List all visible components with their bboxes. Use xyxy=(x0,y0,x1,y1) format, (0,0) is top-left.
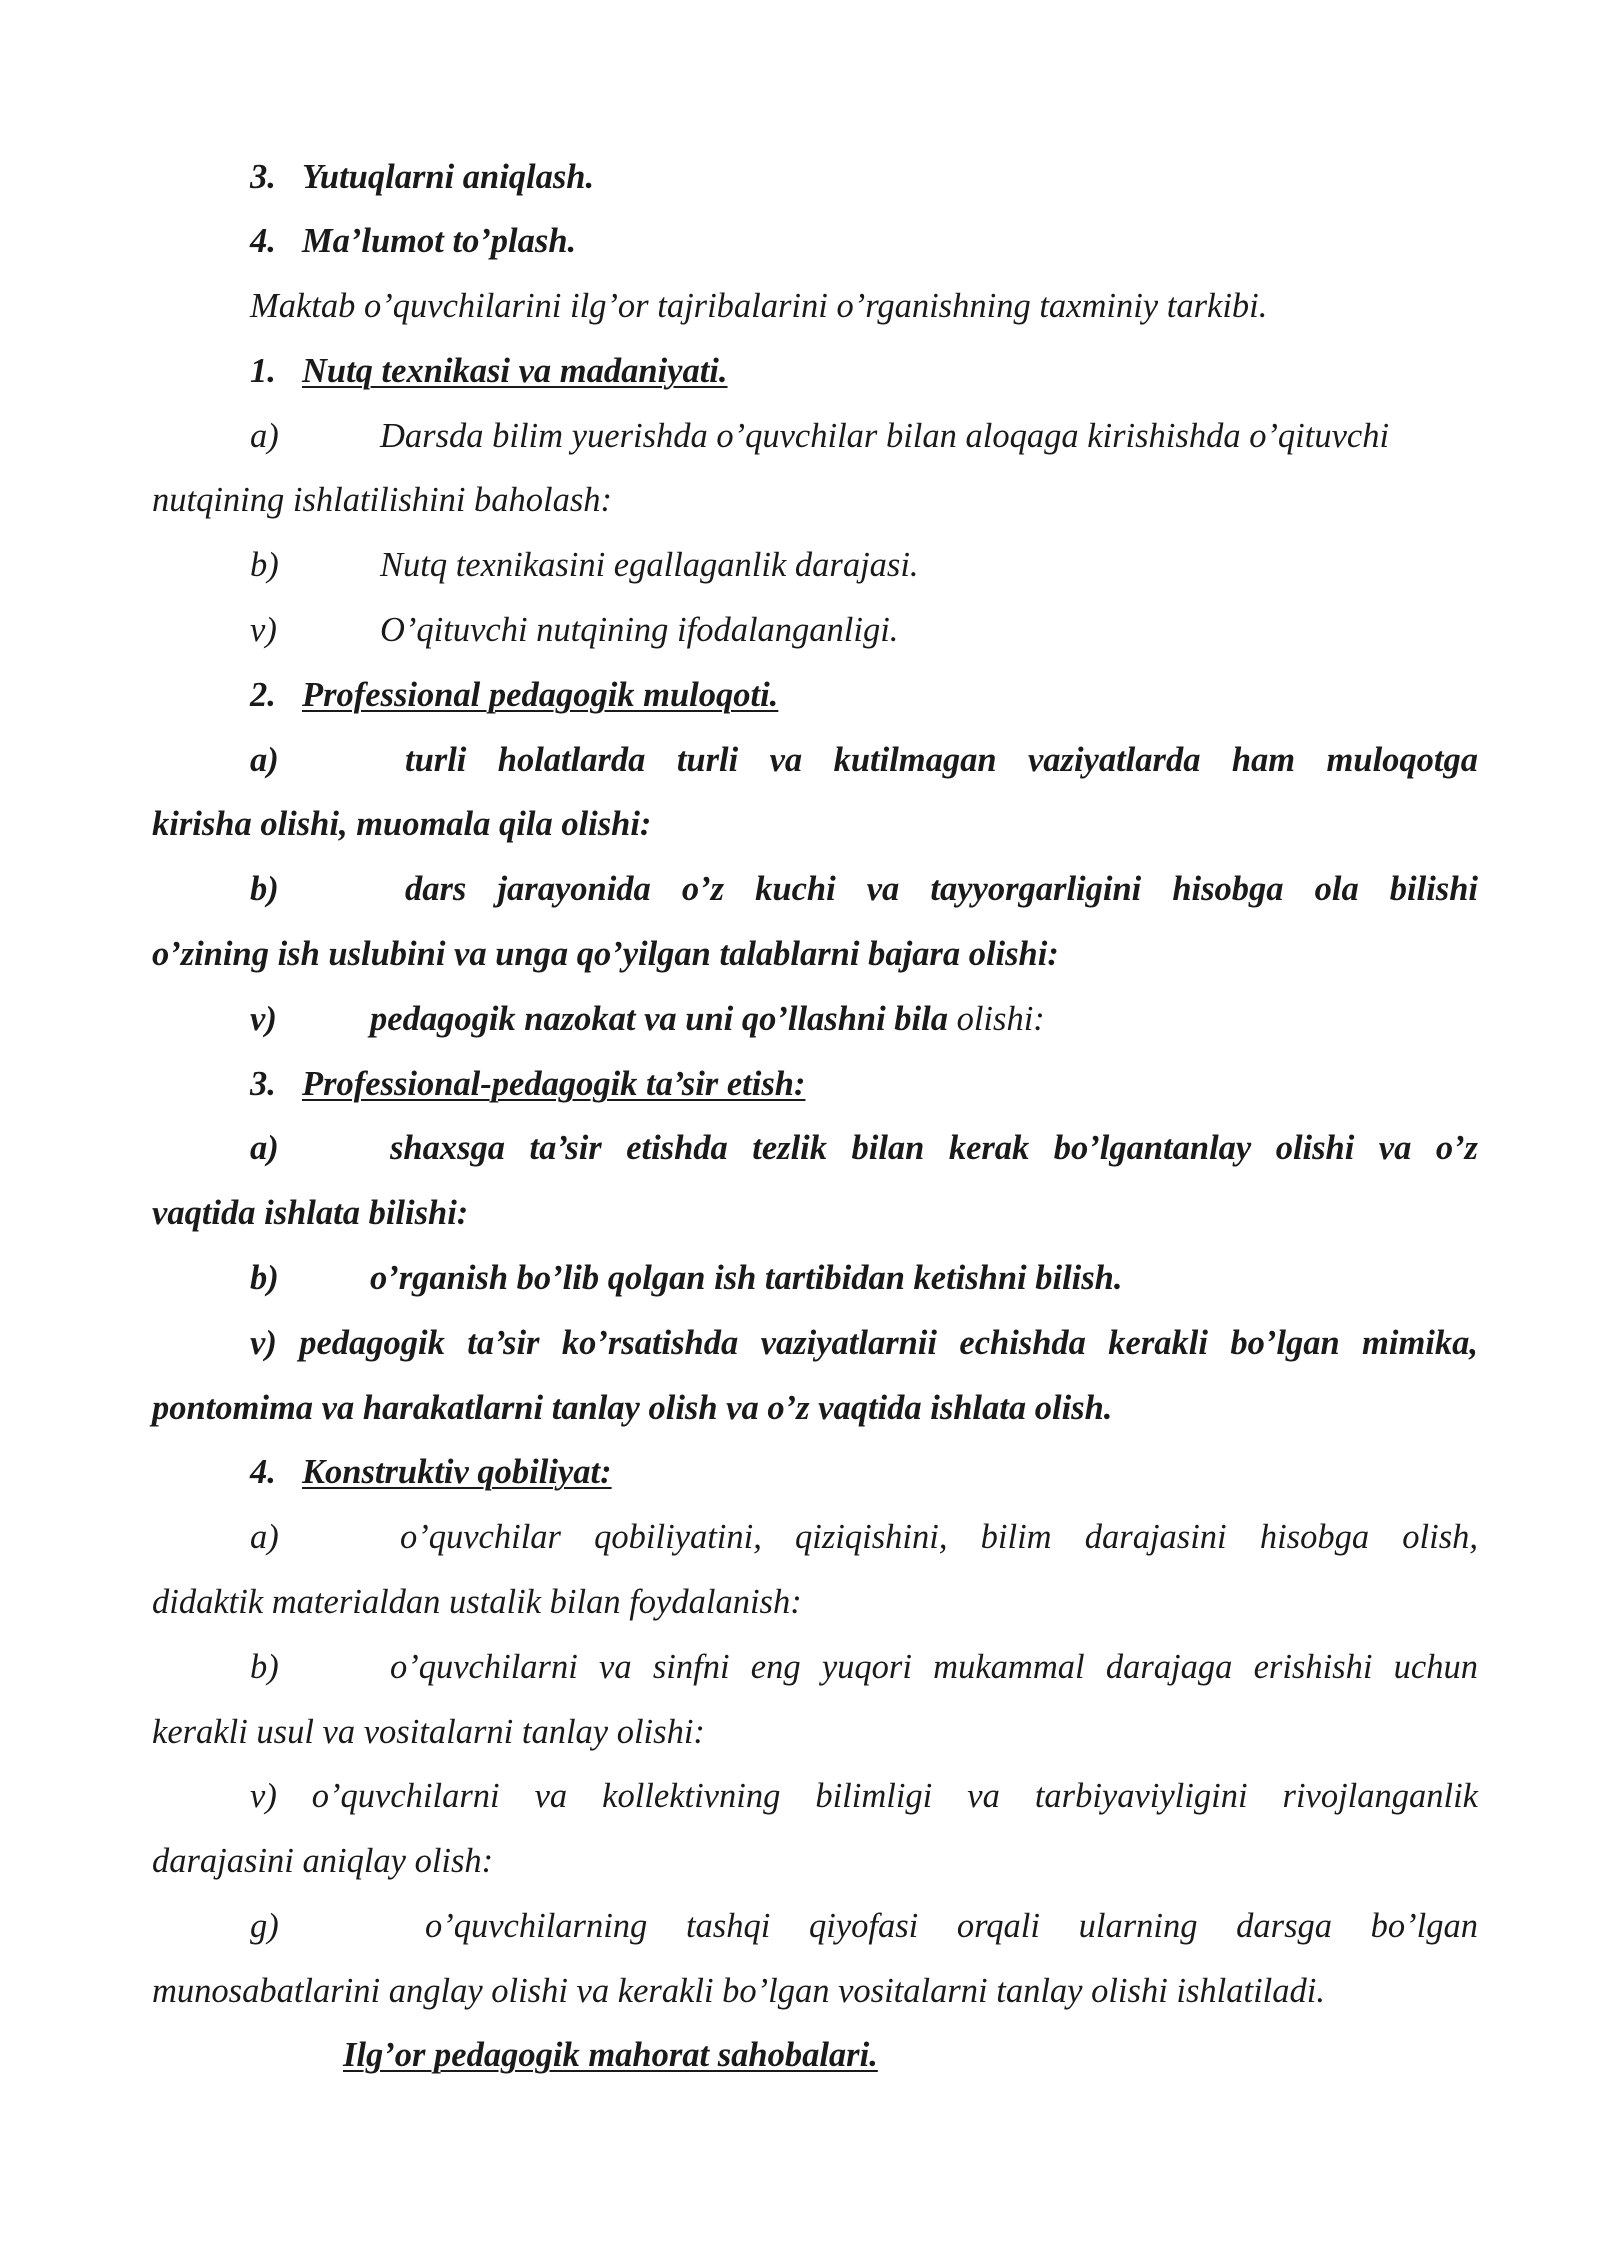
item-text: shaxsga ta’sir etishda tezlik bilan kerak bo’lgantanlay olishi va o’z xyxy=(390,1129,1478,1167)
paragraph-line: Maktab o’quvchilarini ilg’or tajribalarini o’rganishning taxminiy tarkibi. xyxy=(250,287,1268,325)
paragraph-line: kirisha olishi, muomala qila olishi: xyxy=(152,805,652,843)
item-marker: b) xyxy=(250,546,279,584)
section-heading xyxy=(250,354,728,389)
item-marker: b) xyxy=(250,1259,279,1297)
section-heading xyxy=(250,1455,612,1490)
section-title: Nutq texnikasi va madaniyati. xyxy=(302,352,728,390)
list-item xyxy=(250,611,899,649)
list-number: 3. xyxy=(250,158,276,196)
list-item xyxy=(250,1131,279,1166)
section-number: 4. xyxy=(250,1453,276,1491)
list-item xyxy=(250,1650,279,1685)
list-item xyxy=(250,1000,1045,1038)
item-text: Nutq texnikasini egallaganlik darajasi. xyxy=(380,546,919,584)
section-number: 3. xyxy=(250,1065,276,1103)
paragraph-line: didaktik materialdan ustalik bilan foydalanish: xyxy=(152,1583,802,1621)
item-marker: a) xyxy=(250,1129,279,1167)
item-text: Darsda bilim yuerishda o’quvchilar bilan aloqaga kirishishda o’qituvchi xyxy=(380,417,1390,455)
paragraph-line: vaqtida ishlata bilishi: xyxy=(152,1194,469,1232)
item-marker: a) xyxy=(250,741,279,779)
section-title: Ilg’or pedagogik mahorat sahobalari. xyxy=(343,2036,878,2074)
item-marker: a) xyxy=(250,417,279,455)
item-marker: a) xyxy=(250,1518,279,1556)
item-marker: b) xyxy=(250,1648,279,1686)
list-item xyxy=(250,872,279,907)
item-text: o’quvchilarning tashqi qiyofasi orqali ularning darsga bo’lgan xyxy=(425,1907,1478,1945)
item-marker: g) xyxy=(250,1907,279,1945)
section-heading xyxy=(250,1067,805,1102)
paragraph-line: kerakli usul va vositalarni tanlay olishi: xyxy=(152,1713,705,1751)
section-title: Professional-pedagogik ta’sir etish: xyxy=(302,1065,806,1103)
item-text: o’quvchilarni va sinfni eng yuqori mukammal darajaga erishishi uchun xyxy=(390,1648,1478,1686)
list-item xyxy=(250,743,279,778)
list-item xyxy=(250,160,594,195)
list-item xyxy=(250,546,919,584)
item-marker: v) xyxy=(250,1000,277,1038)
list-number: 4. xyxy=(250,222,276,260)
item-text: dars jarayonida o’z kuchi va tayyorgarligini hisobga ola bilishi xyxy=(405,870,1478,908)
paragraph-line: o’zining ish uslubini va unga qo’yilgan talablarni bajara olishi: xyxy=(152,935,1059,973)
item-marker: v) xyxy=(250,611,277,649)
list-item xyxy=(250,1520,279,1555)
item-marker: b) xyxy=(250,870,279,908)
list-item xyxy=(250,224,576,259)
list-item xyxy=(250,417,1390,455)
item-text-tail: olishi: xyxy=(947,1000,1045,1038)
item-text: o’quvchilar qobiliyatini, qiziqishini, bilim darajasini hisobga olish, xyxy=(400,1518,1478,1556)
item-text: O’qituvchi nutqining ifodalanganligi. xyxy=(380,611,899,649)
section-heading xyxy=(250,678,778,713)
section-title: Konstruktiv qobiliyat: xyxy=(302,1453,612,1491)
paragraph-line: pontomima va harakatlarni tanlay olish va o’z vaqtida ishlata olish. xyxy=(152,1389,1113,1427)
paragraph-line: v) o’quvchilarni va kollektivning bilimligi va tarbiyaviyligini rivojlanganlik xyxy=(250,1777,1478,1815)
paragraph-line: nutqining ishlatilishini baholash: xyxy=(152,481,613,519)
paragraph-line: munosabatlarini anglay olishi va kerakli bo’lgan vositalarni tanlay olishi ishlatiladi. xyxy=(152,1972,1325,2010)
list-item xyxy=(250,1909,279,1944)
paragraph-line: darajasini aniqlay olish: xyxy=(152,1842,494,1880)
paragraph-line: v) pedagogik ta’sir ko’rsatishda vaziyatlarnii echishda kerakli bo’lgan mimika, xyxy=(250,1324,1478,1362)
item-text: pedagogik nazokat va uni qo’llashni bila xyxy=(370,1000,948,1038)
section-number: 2. xyxy=(250,676,276,714)
section-number: 1. xyxy=(250,352,276,390)
list-item xyxy=(250,1259,1123,1297)
item-text: turli holatlarda turli va kutilmagan vaziyatlarda ham muloqotga xyxy=(405,741,1478,779)
section-title: Professional pedagogik muloqoti. xyxy=(302,676,779,714)
list-text: Ma’lumot to’plash. xyxy=(302,222,577,260)
item-text: o’rganish bo’lib qolgan ish tartibidan ketishni bilish. xyxy=(370,1259,1123,1297)
list-text: Yutuqlarni aniqlash. xyxy=(302,158,595,196)
